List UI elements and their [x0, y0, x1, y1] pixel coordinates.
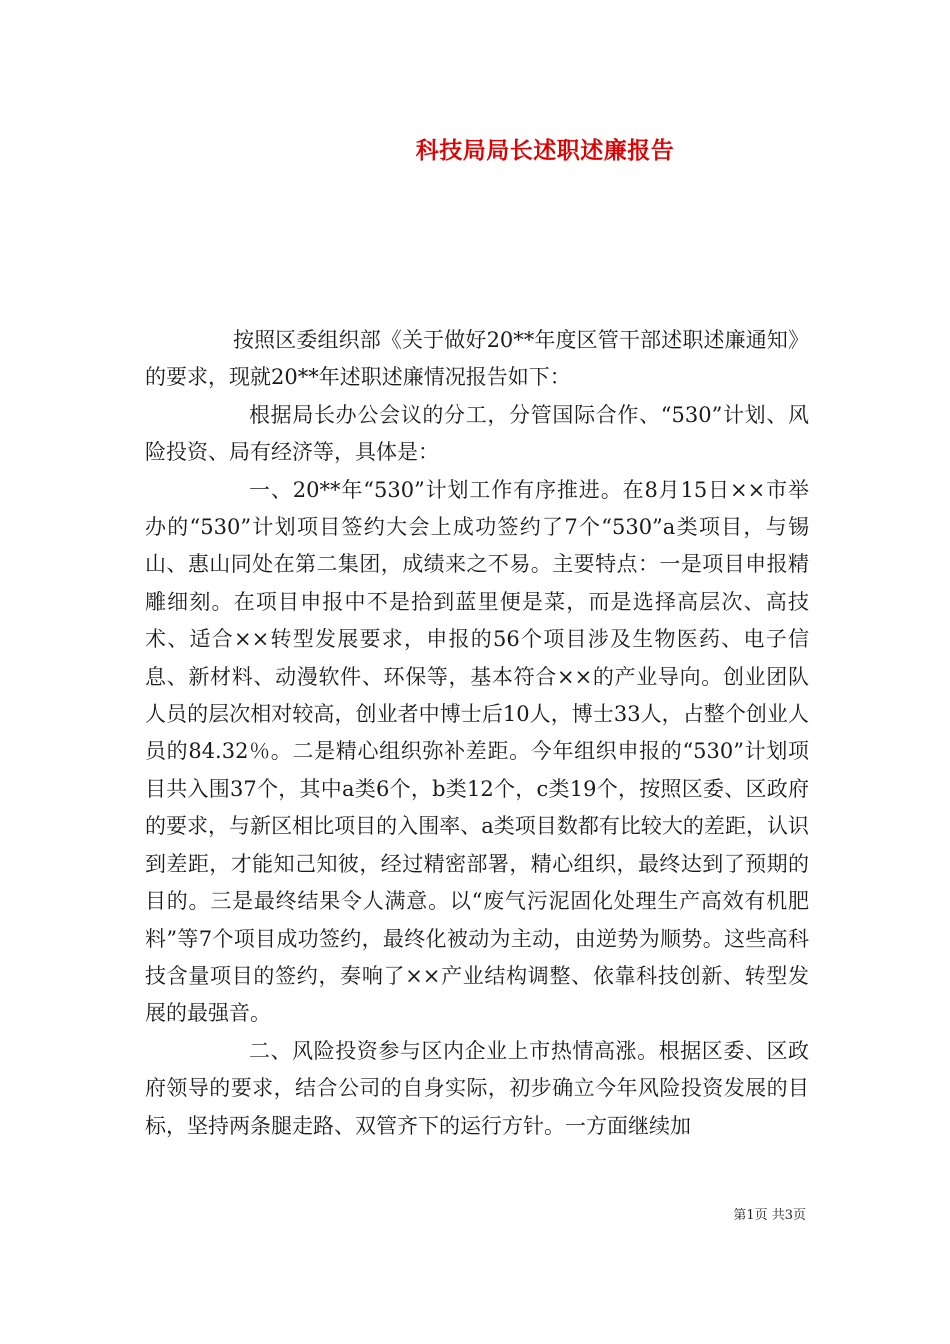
paragraph-division: 根据局长办公会议的分工，分管国际合作、“530”计划、风险投资、局有经济等，具体是： — [145, 402, 809, 465]
page-footer: 第1页 共3页 — [733, 1208, 806, 1223]
document-title: 科技局局长述职述廉报告 — [415, 137, 675, 164]
document-body — [145, 322, 809, 1145]
paragraph-section-one: 一、20**年“530”计划工作有序推进。在8月15日××市举办的“530”计划项目签约大会上成功签约了7个“530”a类项目，与锡山、惠山同处在第二集团，成绩来之不易。主要特点：一是项目申报精雕细刻。在项目申报中不是拾到蓝里便是菜，而是选择高层次、高技术、适合××转型发展要求，申报的56个项目涉及生物医药、电子信息、新材料、动漫软件、环保等，基本符合××的产业导向。创业团队人员的层次相对较高，创业者中博士后10人，博士33人，占整个创业人员的84.32％。二是精心组织弥补差距。今年组织申报的“530”计划项目共入围37个，其中a类6个，b类12个，c类19个，按照区委、区政府的要求，与新区相比项目的入围率、a类项目数都有比较大的差距，认识到差距，才能知己知彼，经过精密部署，精心组织，最终达到了预期的目的。三是最终结果令人满意。以“废气污泥固化处理生产高效有机肥料”等7个项目成功签约，最终化被动为主动，由逆势为顺势。这些高科技含量项目的签约，奏响了××产业结构调整、依靠科技创新、转型发展的最强音。 — [145, 477, 809, 1026]
paragraph-section-two: 二、风险投资参与区内企业上市热情高涨。根据区委、区政府领导的要求，结合公司的自身实际，初步确立今年风险投资发展的目标，坚持两条腿走路、双管齐下的运行方针。一方面继续加 — [145, 1038, 809, 1138]
paragraph-intro: 按照区委组织部《关于做好20**年度区管干部述职述廉通知》的要求，现就20**年述职述廉情况报告如下： — [145, 328, 809, 390]
